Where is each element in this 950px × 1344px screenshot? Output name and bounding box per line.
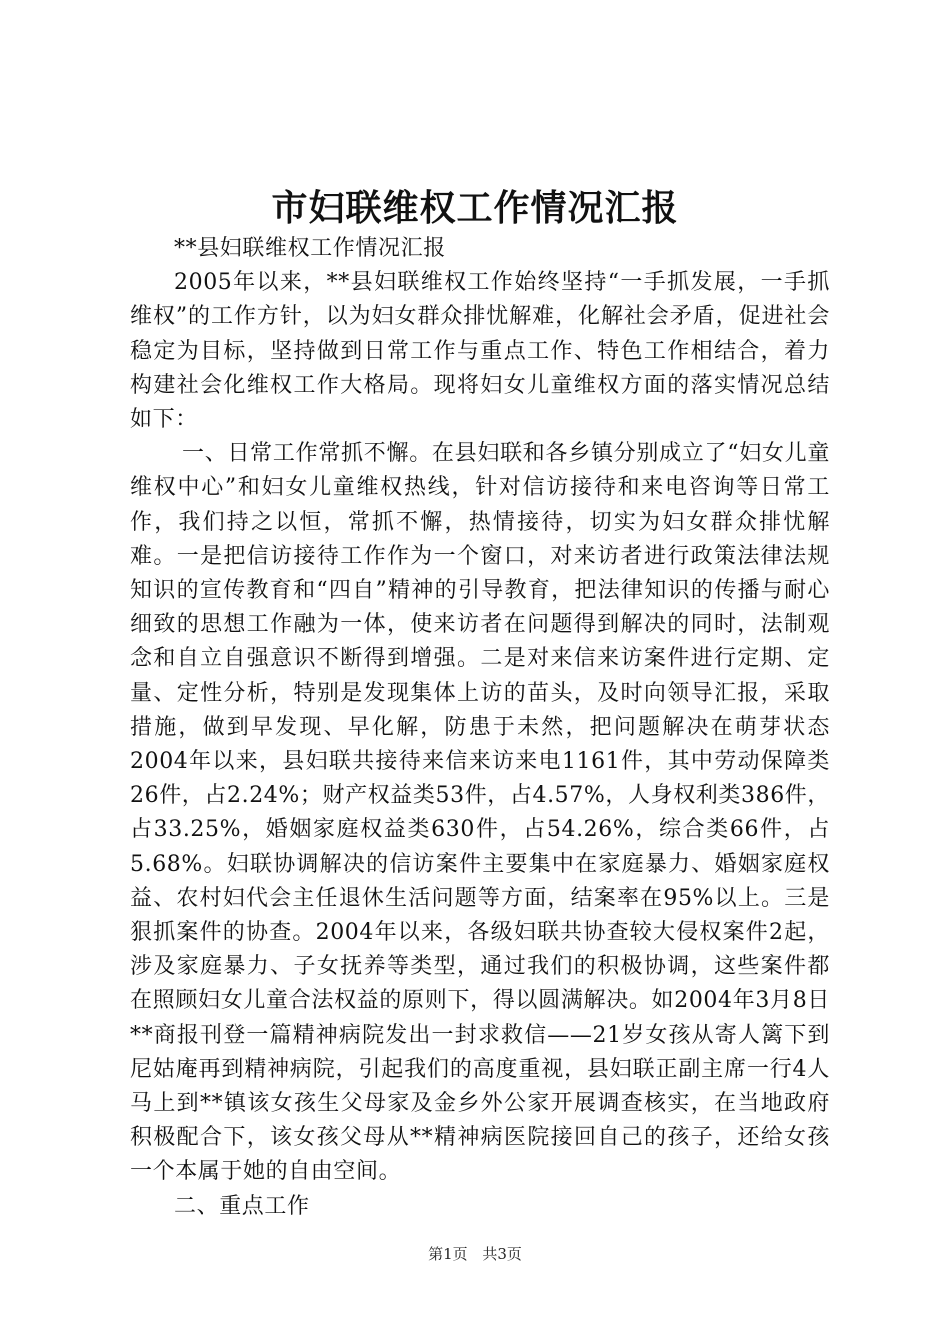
page-footer	[0, 1244, 950, 1264]
intro-paragraph: 2005年以来，**县妇联维权工作始终坚持“一手抓发展，一手抓维权”的工作方针，以为妇女群众排忧解难，化解社会矛盾，促进社会稳定为目标，坚持做到日常工作与重点工作、特色工作相结合，着力构建社会化维权工作大格局。现将妇女儿童维权方面的落实情况总结如下：	[130, 270, 830, 433]
section-two-heading: 二、重点工作	[174, 1193, 310, 1219]
subtitle-paragraph: **县妇联维权工作情况汇报	[174, 236, 446, 261]
section-one-paragraph: 一、日常工作常抓不懈。在县妇联和各乡镇分别成立了“妇女儿童维权中心”和妇女儿童维权热线，针对信访接待和来电咨询等日常工作，我们持之以恒，常抓不懈，热情接待，切实为妇女群众排忧解难。一是把信访接待工作作为一个窗口，对来访者进行政策法律法规知识的宣传教育和“四自”精神的引导教育，把法律知识的传播与耐心细致的思想工作融为一体，使来访者在问题得到解决的同时，法制观念和自立自强意识不断得到增强。二是对来信来访案件进行定期、定量、定性分析，特别是发现集体上访的苗头，及时向领导汇报，采取措施，做到早发现、早化解，防患于未然，把问题解决在萌芽状态2004年以来，县妇联共接待来信来访来电1161件，其中劳动保障类26件，占2.24%；财产权益类53件，占4.57%，人身权利类386件，占33.25%，婚姻家庭权益类630件，占54.26%，综合类66件，占5.68%。妇联协调解决的信访案件主要集中在家庭暴力、婚姻家庭权益、农村妇代会主任退休生活问题等方面，结案率在95%以上。三是狠抓案件的协查。2004年以来，各级妇联共协查较大侵权案件2起，涉及家庭暴力、子女抚养等类型，通过我们的积极协调，这些案件都在照顾妇女儿童合法权益的原则下，得以圆满解决。如2004年3月8日**商报刊登一篇精神病院发出一封求救信——21岁女孩从寄人篱下到尼姑庵再到精神病院，引起我们的高度重视，县妇联正副主席一行4人马上到**镇该女孩生父母家及金乡外公家开展调查核实，在当地政府积极配合下，该女孩父母从**精神病医院接回自己的孩子，还给女孩一个本属于她的自由空间。	[130, 441, 830, 1185]
document-body	[130, 232, 830, 1224]
page-number: 第1页	[428, 1245, 468, 1263]
document-title: 市妇联维权工作情况汇报	[271, 187, 679, 229]
page-total: 共3页	[482, 1245, 522, 1263]
